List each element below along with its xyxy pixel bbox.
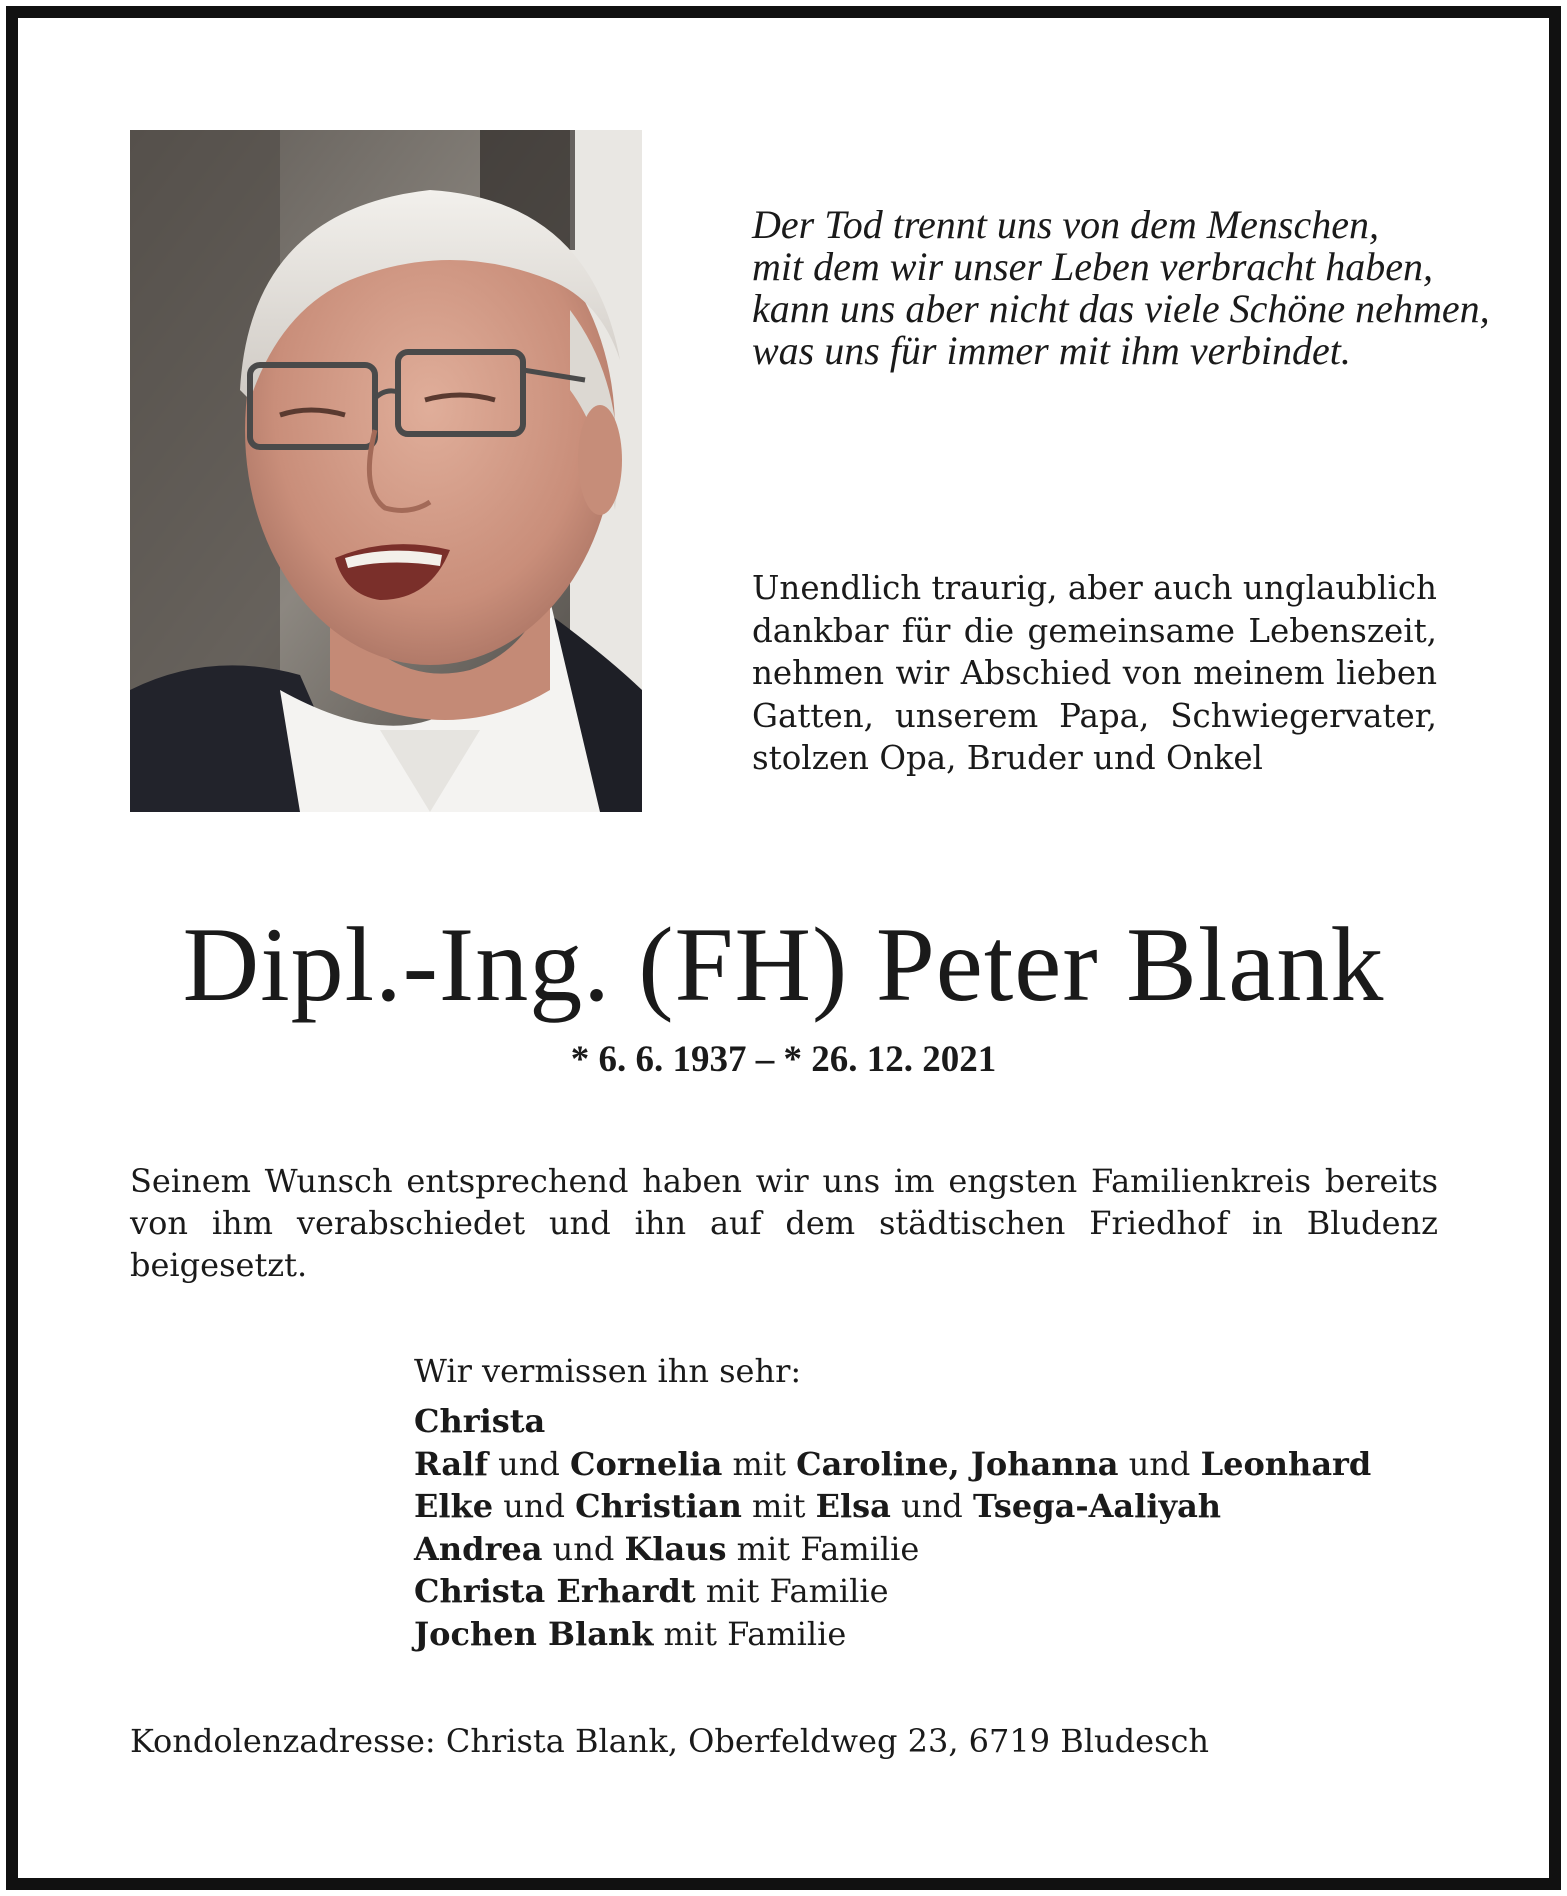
mourner-name: Christian (575, 1487, 742, 1525)
mourner-connector: mit Familie (695, 1572, 889, 1610)
mourner-line (414, 1570, 1454, 1613)
mourner-name: Elke (414, 1487, 494, 1525)
mourner-name: Jochen Blank (414, 1614, 654, 1653)
mourner-connector: mit Familie (726, 1529, 920, 1568)
mourner-name: Christa (414, 1402, 546, 1440)
deceased-name: Dipl.-Ing. (FH) Peter Blank (182, 906, 1385, 1023)
mourners-label: Wir vermissen ihn sehr: (414, 1352, 802, 1390)
portrait-photo (130, 130, 642, 812)
life-dates: * 6. 6. 1937 – * 26. 12. 2021 (570, 1039, 997, 1080)
mourner-connector: mit (722, 1444, 797, 1483)
mourner-connector: und (493, 1487, 576, 1525)
mourner-line (414, 1528, 1454, 1571)
mourners-list (414, 1400, 1454, 1655)
mourner-connector: mit Familie (653, 1614, 847, 1653)
mourner-line (414, 1400, 1454, 1443)
mourner-name: Elsa (815, 1487, 891, 1525)
mourner-name: Tsega-Aaliyah (972, 1487, 1222, 1525)
mourner-connector: und (890, 1487, 973, 1525)
burial-notice: Seinem Wunsch entsprechend haben wir uns im engsten Familienkreis bereits von ihm verabschiedet und ihn auf dem städtischen Friedhof in Bludenz beigesetzt. (130, 1162, 1438, 1284)
condolence-address: Kondolenzadresse: Christa Blank, Oberfeldweg 23, 6719 Bludesch (130, 1722, 1210, 1760)
memorial-quote (752, 204, 1492, 372)
mourner-line (414, 1613, 1454, 1656)
mourner-name: Ralf (414, 1444, 488, 1483)
quote-line: kann uns aber nicht das viele Schöne nehmen, (752, 286, 1490, 331)
mourner-line (414, 1485, 1454, 1528)
mourner-name: Leonhard (1200, 1444, 1372, 1483)
mourner-connector: mit (741, 1487, 816, 1525)
quote-line: was uns für immer mit ihm verbindet. (752, 328, 1351, 373)
mourner-name: Klaus (624, 1529, 727, 1568)
mourner-name: Cornelia (570, 1444, 723, 1483)
mourner-connector: und (542, 1529, 625, 1568)
quote-line: mit dem wir unser Leben verbracht haben, (752, 244, 1434, 289)
mourner-name: Caroline, Johanna (796, 1444, 1119, 1483)
mourner-connector: und (487, 1444, 571, 1483)
mourner-name: Christa Erhardt (414, 1572, 696, 1610)
farewell-intro: Unendlich traurig, aber auch unglaublich dankbar für die gemeinsame Lebenszeit, nehmen wir Abschied von meinem lieben Gatten, unserem Papa, Schwiegervater, stolzen Opa, Bruder und Onkel (752, 569, 1437, 777)
quote-line: Der Tod trennt uns von dem Menschen, (752, 202, 1379, 247)
mourner-name: Andrea (414, 1529, 543, 1568)
mourner-connector: und (1118, 1444, 1201, 1483)
mourner-line (414, 1443, 1454, 1486)
